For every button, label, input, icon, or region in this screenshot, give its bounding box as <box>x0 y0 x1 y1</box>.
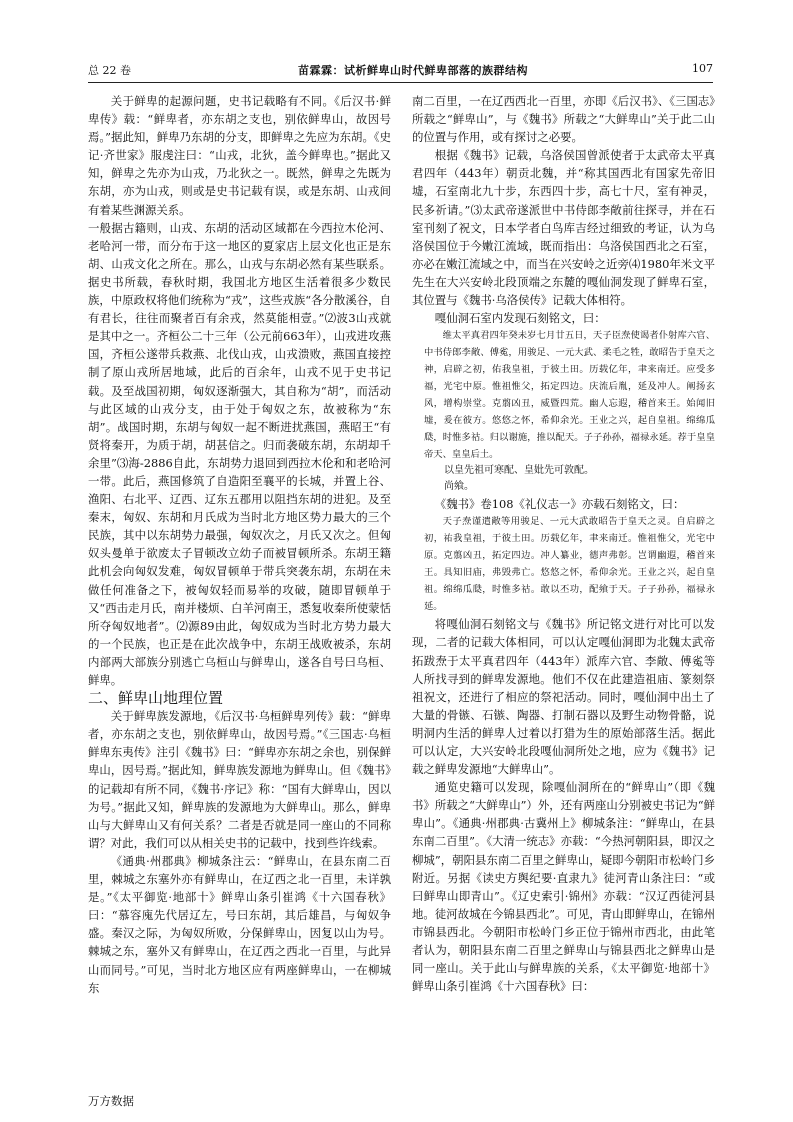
paragraph: 将嘎仙洞石刻铭文与《魏书》所记铭文进行对比可以发现，二者的记载大体相同，可以认定嘎仙洞即为北魏太武帝拓跋焘于太平真君四年（443年）派库六官、李敞、傅㝹等人所找寻到的鲜卑发源地。他们不仅在此建造祖庙、篆刻祭祖祝文，还进行了相应的祭祀活动。同时，嘎仙洞中出土了大量的骨镞、石镞、陶器、打制石器以及野生动物骨骼，说明洞内生活的鲜卑人过着以打猎为生的原始部落生活。据此可以认定，大兴安岭北段嘎仙洞所处之地，应为《魏书》记载之鲜卑发源地“大鲜卑山”。 <box>412 617 715 777</box>
left-column <box>88 92 391 997</box>
paragraph: 关于鲜卑的起源问题，史书记载略有不同。《后汉书·鲜卑传》载：“鲜卑者，亦东胡之支也，别依鲜卑山，故因号焉。”据此知，鲜卑乃东胡的分支，即鲜卑之先应为东胡。《史记·齐世家》服虔注曰：“山戎，北狄，盖今鲜卑也。”据此又知，鲜卑之先亦为山戎，乃北狄之一。既然，鲜卑之先既为东胡，亦为山戎，则或是史书记载有误，或是东胡、山戎间有着某些渊源关系。 <box>88 94 391 217</box>
inscription-text: 维太平真君四年癸未岁七月廿五日，天子臣焘使谒者仆射库六官、中书侍郎李敞、傅㝹，用骏足、一元大武、柔毛之牲，敢昭告于皇天之神，启辟之初，佑我皇祖，于彼土田。历载亿年，聿来南迁。应受多福，光宅中原。惟祖惟父，拓定四边。庆流后胤，延及冲人。阐扬玄风，增构崇堂。克翦凶丑，威暨四荒。幽人忘遐，稽首来王。始闻旧墟，爰在彼方。悠悠之怀，希仰余光。王业之兴，起自皇祖。绵绵瓜瓞，时惟多祜。归以谢施，推以配天。子子孙孙，福禄永延。荐于皇皇帝天、皇皇后土。 <box>424 330 715 461</box>
paragraph: 嘎仙洞石室内发现石刻铭文，曰： <box>434 311 606 326</box>
paragraph: 一般据古籍则，山戎、东胡的活动区域都在今西拉木伦河、老哈河一带，而分布于这一地区的夏家店上层文化也正是东胡、山戎文化之所在。那么，山戎与东胡必然有某些联系。据史书所载，春秋时期，我国北方地区生活着很多少数民族，中原政权将他们统称为“戎”，这些戎族“各分散溪谷，自有君长，往往而聚者百有余戎，然莫能相壹。”⑵波3山戎就是其中之一。齐桓公二十三年（公元前663年），山戎进攻燕国，齐桓公遂带兵救燕、北伐山戎，山戎溃败，燕国直接控制了原山戎所居地域，此后的百余年，山戎不见于史书记载。及至战国初期，匈奴逐渐强大，其自称为“胡”，而活动与此区域的山戎分支，由于处于匈奴之东，故被称为“东胡”。战国时期，东胡与匈奴一起不断进扰燕国，燕昭王“有贤将秦开，为质于胡，胡甚信之。归而袭破东胡，东胡却千余里”⑶海-2886自此，东胡势力退回到西拉木伦和和老哈河一带。此后，燕国修筑了自造阳至襄平的长城，并置上谷、渔阳、右北平、辽西、辽东五郡用以阻挡东胡的进犯。及至秦末，匈奴、东胡和月氏成为当时北方地区势力最大的三个民族，其中以东胡势力最强，匈奴次之，月氏又次之。但匈奴头曼单于欲废太子冒顿改立幼子而被冒顿所杀。东胡王籍此机会向匈奴发难，匈奴冒顿单于带兵突袭东胡，东胡在未做任何准备之下，被匈奴轻而易举的攻破，随即冒顿单于又“西击走月氏，南并楼烦、白羊河南王，悉复收秦所使蒙恬所夺匈奴地者”。⑵源89由此，匈奴成为当时北方势力最大的一个民族，也正是在此次战争中，东胡王战败被杀，东胡内部两大部族分别逃亡乌桓山与鲜卑山，遂各自号曰乌桓、鲜卑。 <box>88 220 391 687</box>
running-title: 苗霖霖：试析鲜卑山时代鲜卑部落的族群结构 <box>298 64 528 77</box>
page-header <box>88 62 713 80</box>
paragraph: 通览史籍可以发现，除嘎仙洞所在的“鲜卑山”（即《魏书》所载之“大鲜卑山”）外，还有两座山分别被史书记为“鲜卑山”。《通典·州郡典·古冀州上》柳城条注：“鲜卑山，在县东南二百里”。《大清一统志》亦载：“今热河朝阳县，即汉之柳城”，朝阳县东南二百里之鲜卑山，疑即今朝阳市松岭门乡附近。另据《读史方舆纪要·直隶九》徒河青山条注曰：“或曰鲜卑山即青山”。《辽史索引·锦州》亦载：“汉辽西徒河县地。徒河故城在今锦县西北”。可见，青山即鲜卑山，在锦州市锦县西北。今朝阳市松岭门乡正位于锦州市西北，由此笔者认为，朝阳县东南二百里之鲜卑山与锦县西北之鲜卑山是同一座山。关于此山与鲜卑族的关系，《太平御览·地部十》鲜卑山条引崔鸿《十六国春秋》曰： <box>412 780 715 994</box>
paragraph: 《通典·州郡典》柳城条注云：“鲜卑山，在县东南二百里，棘城之东塞外亦有鲜卑山，在辽西之北一百里，未详孰是。”《太平御览·地部十》鲜卑山条引崔鸿《十六国春秋》曰：“慕容廆先代居辽左，号曰东胡，其后雄昌，与匈奴争盛。秦汉之际，为匈奴所败，分保鲜卑山，因复以山为号。棘城之东，塞外又有鲜卑山，在辽西之西北一百里，与此异山而同号。”可见，当时北方地区应有两座鲜卑山，一在柳城东 <box>88 853 391 995</box>
inscription-block <box>424 513 715 615</box>
footer-watermark: 万方数据 <box>88 1094 134 1108</box>
page-number: 107 <box>692 62 713 75</box>
inscription-line: 尚飨。 <box>444 481 474 493</box>
paragraph: 关于鲜卑族发源地，《后汉书·乌桓鲜卑列传》载：“鲜卑者，亦东胡之支也，别依鲜卑山，故因号焉。”《三国志·乌桓鲜卑东夷传》注引《魏书》曰：“鲜卑亦东胡之余也，别保鲜卑山，因号焉。”据此知，鲜卑族发源地为鲜卑山。但《魏书》的记载却有所不同，《魏书·序记》称：“国有大鲜卑山，因以为号。”据此又知，鲜卑族的发源地为大鲜卑山。那么，鲜卑山与大鲜卑山又有何关系？二者是否就是同一座山的不同称谓？对此，我们可以从相关史书的记载中，找到些许线索。 <box>88 709 391 850</box>
inscription-text: 天子焘谨遣敞等用骏足、一元大武敢昭告于皇天之灵。自启辟之初，祐我皇祖，于彼土田。历载亿年，聿来南迁。惟祖惟父，光宅中原。克翦凶丑，拓定四边。冲人纂业，德声弗彰。岂谓幽遐，稽首来王。具知旧庙，弗毁弗亡。悠悠之怀，希仰余光。王业之兴，起自皇祖。绵绵瓜瓞，时惟多祜。敢以丕功，配飨于天。子子孙孙，福禄永延。 <box>424 516 715 613</box>
section-title: 二、鲜卑山地理位置 <box>88 689 224 708</box>
paragraph: 南二百里，一在辽西西北一百里，亦即《后汉书》、《三国志》所载之“鲜卑山”，与《魏书》所载之“大鲜卑山”关于此二山的位置与作用，或有探讨之必要。 <box>412 94 715 145</box>
volume-label: 总 22 卷 <box>88 64 131 77</box>
paragraph: 根据《魏书》记载，乌洛侯国曾派使者于太武帝太平真君四年（443年）朝贡北魏，并“称其国西北有国家先帝旧墟，石室南北九十步，东西四十步，高七十尺，室有神灵，民多祈请。”⑶太武帝遂派世中书侍郎李敞前往探寻，并在石室刊刻了祝文，日本学者白鸟库吉经过细致的考证，认为乌洛侯国位于今嫩江流域，既而指出：乌洛侯国西北之石室，亦必在嫩江流域之中，而当在兴安岭之近旁⑷1980年米文平先生在大兴安岭北段顶端之东麓的嘎仙洞发现了鲜卑石室，其位置与《魏书·乌洛侯传》记载大体相符。 <box>412 148 715 308</box>
right-column <box>412 92 715 995</box>
inscription-block <box>424 327 715 495</box>
inscription-line: 以皇先祖可寒配、皇妣先可敦配。 <box>444 465 594 477</box>
paragraph: 《魏书》卷108《礼仪志一》亦载石刻铭文，曰： <box>434 497 685 512</box>
header-rule <box>88 82 713 83</box>
